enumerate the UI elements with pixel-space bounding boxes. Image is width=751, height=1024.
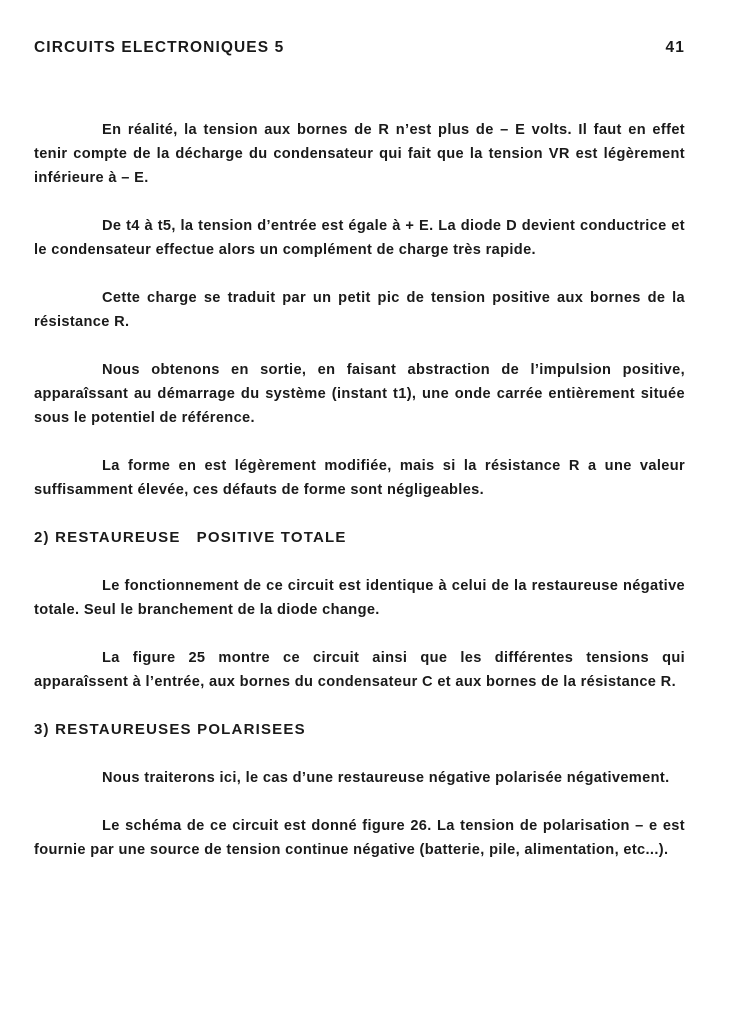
section-heading-positive-total: 2) RESTAUREUSE POSITIVE TOTALE xyxy=(34,529,347,546)
section-heading-polarized: 3) RESTAUREUSES POLARISEES xyxy=(34,721,306,738)
running-header xyxy=(34,36,685,60)
body-text xyxy=(34,118,685,862)
paragraph-resistance-voltage: En réalité, la tension aux bornes de R n’est plus de – E volts. Il faut en effet tenir compte de la décharge du condensateur qui fait que la tension VR est légèrement inférieure à – E. xyxy=(34,122,685,186)
paragraph-circuit-operation: Le fonctionnement de ce circuit est identique à celui de la restaureuse négative totale. Seul le branchement de la diode change. xyxy=(34,578,685,618)
paragraph-voltage-peak: Cette charge se traduit par un petit pic de tension positive aux bornes de la résistance R. xyxy=(34,290,685,330)
paragraph-figure-26: Le schéma de ce circuit est donné figure 26. La tension de polarisation – e est fournie par une source de tension continue négative (batterie, pile, alimentation, etc...). xyxy=(34,818,685,858)
page-number: 41 xyxy=(665,39,685,56)
paragraph-square-wave: Nous obtenons en sortie, en faisant abstraction de l’impulsion positive, apparaîssant au démarrage du système (instant t1), une onde carrée entièrement située sous le potentiel de référence. xyxy=(34,362,685,426)
book-title: CIRCUITS ELECTRONIQUES 5 xyxy=(34,39,285,56)
paragraph-t4-t5: De t4 à t5, la tension d’entrée est égale à + E. La diode D devient conductrice et le condensateur effectue alors un complément de charge très rapide. xyxy=(34,218,685,258)
paragraph-form-defects: La forme en est légèrement modifiée, mais si la résistance R a une valeur suffisamment élevée, ces défauts de forme sont négligeables. xyxy=(34,458,685,498)
paragraph-negative-polarized: Nous traiterons ici, le cas d’une restaureuse négative polarisée négativement. xyxy=(102,770,670,786)
paragraph-figure-25: La figure 25 montre ce circuit ainsi que les différentes tensions qui apparaîssent à l’entrée, aux bornes du condensateur C et aux bornes de la résistance R. xyxy=(34,650,685,690)
